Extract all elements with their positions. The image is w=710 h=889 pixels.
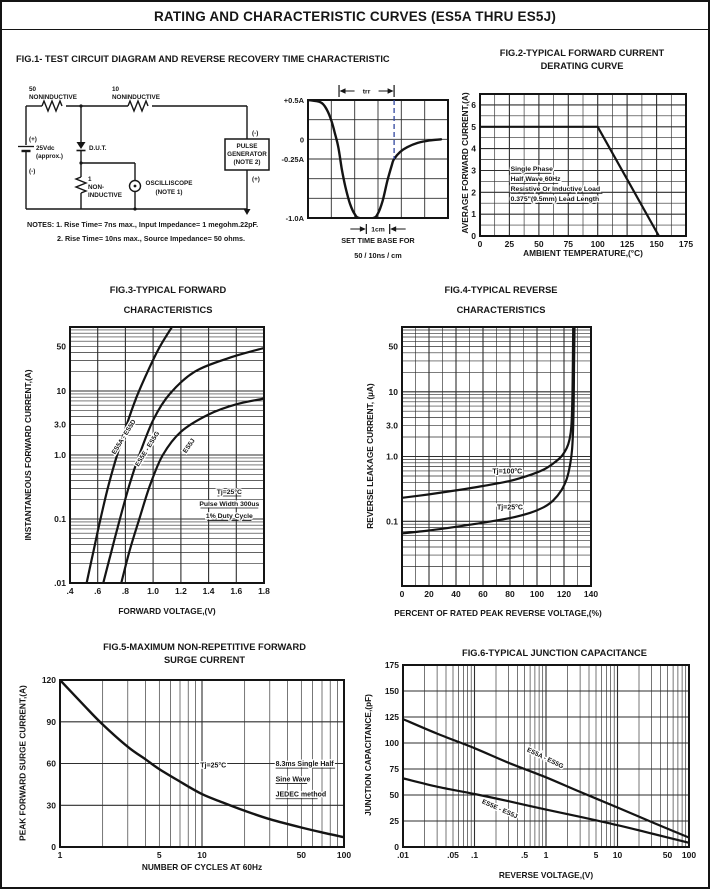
fig5-y-axis-label: PEAK FORWARD SURGE CURRENT,(A) xyxy=(17,685,28,841)
trr-span-label: trr xyxy=(362,88,371,96)
svg-text:50: 50 xyxy=(56,341,66,352)
chart-annotation: Half Wave 60Hz xyxy=(510,176,561,184)
chart-annotation: Single Phase xyxy=(510,166,553,174)
fig1-note-2: 2. Rise Time= 10ns max., Source Impedance= 50 ohms. xyxy=(57,234,246,243)
r1-value-label: 50 xyxy=(29,86,37,93)
svg-text:125: 125 xyxy=(620,239,635,249)
svg-text:100: 100 xyxy=(590,239,605,249)
r3-type-label1: NON- xyxy=(88,184,105,191)
pulse-generator-label3: (NOTE 2) xyxy=(233,159,261,166)
svg-text:100: 100 xyxy=(384,738,399,748)
fig2-title-line1: FIG.2-TYPICAL FORWARD CURRENT xyxy=(499,48,665,58)
chart-annotation: 1% Duty Cycle xyxy=(205,513,253,521)
pg-minus-label: (-) xyxy=(252,130,259,137)
svg-text:120: 120 xyxy=(41,676,56,685)
svg-text:3.0: 3.0 xyxy=(54,419,66,430)
svg-text:1.2: 1.2 xyxy=(174,586,187,596)
svg-text:50: 50 xyxy=(534,239,544,249)
svg-text:0: 0 xyxy=(399,589,405,599)
svg-text:4: 4 xyxy=(471,143,476,154)
svg-text:150: 150 xyxy=(649,239,664,249)
pg-plus-label: (+) xyxy=(252,176,260,183)
fig6-title: FIG.6-TYPICAL JUNCTION CAPACITANCE xyxy=(462,648,647,658)
svg-text:5: 5 xyxy=(593,850,599,860)
svg-text:1.8: 1.8 xyxy=(258,586,270,596)
page-title: RATING AND CHARACTERISTIC CURVES (ES5A THRU ES5J) xyxy=(153,9,557,24)
svg-text:2: 2 xyxy=(471,187,476,198)
tick-labels xyxy=(54,341,270,596)
svg-text:1: 1 xyxy=(471,209,476,220)
svg-text:.6: .6 xyxy=(94,586,102,596)
svg-text:3: 3 xyxy=(471,165,476,176)
svg-text:.01: .01 xyxy=(54,578,66,588)
chart-annotation: Sine Wave xyxy=(275,776,311,784)
svg-text:1.6: 1.6 xyxy=(230,586,243,596)
svg-text:.01: .01 xyxy=(397,850,409,860)
resistor-50-noninductive xyxy=(42,101,62,111)
svg-text:10: 10 xyxy=(388,386,398,397)
fig3-title-line1: FIG.3-TYPICAL FORWARD xyxy=(109,285,227,295)
chart-annotation: JEDEC method xyxy=(275,791,327,799)
chart-annotation: ES5A - ES5G xyxy=(525,746,565,771)
pulse-generator-label1: PULSE xyxy=(236,143,258,150)
fig3-x-axis-label: FORWARD VOLTAGE,(V) xyxy=(118,606,216,616)
fig6-plot xyxy=(377,661,699,865)
r2-type-label: NONINDUCTIVE xyxy=(112,94,160,101)
fig5-plot xyxy=(34,676,354,865)
junction-dot xyxy=(79,161,82,164)
fig3-chart xyxy=(40,323,270,601)
svg-text:100: 100 xyxy=(681,850,697,860)
fig1-note-1: NOTES: 1. Rise Time= 7ns max., Input Impedance= 1 megohm.22pF. xyxy=(27,220,259,229)
gridlines xyxy=(480,94,686,236)
svg-text:3.0: 3.0 xyxy=(386,420,398,431)
fig2-plot xyxy=(464,88,702,252)
chart-annotation: ES5E - ES5G xyxy=(134,430,162,468)
fig4-y-axis-label: REVERSE LEAKAGE CURRENT, (µA) xyxy=(365,383,375,529)
diode-triangle xyxy=(77,142,86,149)
svg-text:80: 80 xyxy=(505,589,515,599)
chart-annotation: Tj=25°C xyxy=(216,488,242,496)
svg-text:+0.5A: +0.5A xyxy=(283,96,304,105)
svg-text:90: 90 xyxy=(46,716,56,727)
svg-text:0: 0 xyxy=(299,135,304,145)
svg-text:0: 0 xyxy=(394,842,399,852)
svg-text:1.0: 1.0 xyxy=(147,586,160,596)
curve-ES5J xyxy=(121,399,264,583)
fig3-y-axis-label: INSTANTANEOUS FORWARD CURRENT,(A) xyxy=(23,369,33,541)
chart-annotation: Pulse Width 300us xyxy=(199,500,260,508)
svg-text:.5: .5 xyxy=(520,850,529,860)
svg-text:20: 20 xyxy=(424,589,434,599)
svg-text:0.1: 0.1 xyxy=(386,516,398,527)
svg-text:100: 100 xyxy=(529,589,545,599)
fig5-title-line1: FIG.5-MAXIMUM NON-REPETITIVE FORWARD xyxy=(103,642,306,652)
fig2-title-line2: DERATING CURVE xyxy=(540,61,624,71)
svg-text:10: 10 xyxy=(197,850,207,860)
source-minus-label: (-) xyxy=(29,168,36,175)
svg-text:175: 175 xyxy=(384,661,399,670)
svg-text:60: 60 xyxy=(46,758,56,769)
svg-text:50: 50 xyxy=(662,850,673,860)
svg-text:5: 5 xyxy=(156,850,162,860)
source-plus-label: (+) xyxy=(29,136,37,143)
svg-text:.1: .1 xyxy=(470,850,479,860)
svg-text:30: 30 xyxy=(46,800,56,811)
junction-dot xyxy=(79,104,82,107)
r3-value-label: 1 xyxy=(88,176,92,183)
fig4-title-line1: FIG.4-TYPICAL REVERSE xyxy=(444,285,558,295)
waveform-caption-1: SET TIME BASE FOR xyxy=(341,236,415,245)
svg-text:175: 175 xyxy=(678,239,694,249)
resistor-10-noninductive xyxy=(128,101,148,111)
svg-text:100: 100 xyxy=(336,850,352,860)
fig2-chart xyxy=(464,88,702,252)
oscilloscope-label: OSCILLISCOPE xyxy=(145,180,193,187)
svg-text:10: 10 xyxy=(56,386,66,396)
oscilloscope-note-label: (NOTE 1) xyxy=(155,189,183,196)
svg-text:75: 75 xyxy=(563,239,574,249)
svg-text:0: 0 xyxy=(471,231,476,241)
chart-annotation: Resistive Or Inductive Load xyxy=(510,186,601,194)
svg-text:60: 60 xyxy=(478,589,488,599)
fig4-plot xyxy=(374,323,599,604)
svg-text:-1.0A: -1.0A xyxy=(285,214,304,223)
fig3-title-line2: CHARACTERISTICS xyxy=(123,305,213,315)
title-divider xyxy=(2,29,708,30)
svg-text:120: 120 xyxy=(556,589,572,599)
curve-ES5E-ES5G xyxy=(103,348,264,583)
fig2-x-axis-label: AMBIENT TEMPERATURE,(°C) xyxy=(523,248,643,258)
tick-labels xyxy=(471,100,693,249)
cm-span-label: 1cm xyxy=(371,226,385,234)
fig5-title-line2: SURGE CURRENT xyxy=(163,655,246,665)
oscilloscope-dot xyxy=(134,185,137,188)
fig1-circuit-diagram xyxy=(12,82,274,220)
svg-text:0: 0 xyxy=(477,239,483,249)
fig1-waveform-chart xyxy=(270,74,456,242)
fig6-y-axis-label: JUNCTION CAPACITANCE,(pF) xyxy=(363,694,373,816)
chart-annotation: ES5J xyxy=(181,437,197,455)
wave-plot xyxy=(270,74,456,242)
svg-text:0.1: 0.1 xyxy=(54,514,66,524)
fig2-y-axis-label: AVERAGE FORWARD CURRENT,(A) xyxy=(460,92,470,234)
svg-text:40: 40 xyxy=(451,589,461,599)
fig5-chart xyxy=(34,676,354,865)
chart-annotation: Tj=25°C xyxy=(497,504,523,512)
gridlines xyxy=(70,327,264,583)
svg-text:50: 50 xyxy=(388,341,398,352)
fig4-title-line2: CHARACTERISTICS xyxy=(456,305,546,315)
r2-value-label: 10 xyxy=(112,86,120,93)
svg-text:25: 25 xyxy=(389,816,399,826)
r1-type-label: NONINDUCTIVE xyxy=(29,94,77,101)
chart-annotation: ES5E - ES5J xyxy=(480,798,519,821)
svg-text:1: 1 xyxy=(57,850,63,860)
ground-arrow xyxy=(244,209,251,215)
source-voltage-label: 25Vdc xyxy=(36,145,55,152)
svg-text:50: 50 xyxy=(389,790,399,800)
pulse-generator-label2: GENERATOR xyxy=(227,151,267,158)
svg-text:10: 10 xyxy=(612,850,623,860)
fig6-x-axis-label: REVERSE VOLTAGE,(V) xyxy=(498,870,594,880)
fig6-chart xyxy=(377,661,699,865)
gridlines xyxy=(308,100,448,218)
r3-type-label2: INDUCTIVE xyxy=(88,192,122,199)
chart-annotation: 0.375"(9.5mm) Lead Length xyxy=(510,196,600,204)
svg-text:140: 140 xyxy=(583,589,599,599)
tick-labels xyxy=(281,96,304,223)
svg-text:6: 6 xyxy=(471,99,476,110)
waveform-caption-2: 50 / 10ns / cm xyxy=(354,251,402,260)
svg-text:.4: .4 xyxy=(66,586,74,596)
junction-dot xyxy=(133,207,136,210)
svg-text:50: 50 xyxy=(296,850,307,860)
chart-annotation: ES5A - ES5D xyxy=(110,418,138,456)
svg-text:1: 1 xyxy=(543,850,549,860)
svg-text:150: 150 xyxy=(384,686,399,696)
svg-text:.05: .05 xyxy=(447,850,459,860)
source-approx-label: (approx.) xyxy=(36,153,63,160)
chart-annotation: Tj=100°C xyxy=(492,468,523,476)
fig4-x-axis-label: PERCENT OF RATED PEAK REVERSE VOLTAGE,(%) xyxy=(394,608,602,618)
fig5-x-axis-label: NUMBER OF CYCLES AT 60Hz xyxy=(141,862,263,872)
curve-Tj-25C xyxy=(402,327,575,533)
svg-text:25: 25 xyxy=(504,239,515,249)
svg-text:125: 125 xyxy=(384,712,399,722)
fig3-plot xyxy=(40,323,270,601)
fig1-title: FIG.1- TEST CIRCUIT DIAGRAM AND REVERSE RECOVERY TIME CHARACTERISTIC xyxy=(16,54,390,64)
chart-annotation: Tj=25°C xyxy=(200,762,227,770)
svg-text:1.0: 1.0 xyxy=(54,450,66,460)
dut-label: D.U.T. xyxy=(89,145,107,152)
svg-text:5: 5 xyxy=(471,121,476,132)
chart-annotation: 8.3ms Single Half xyxy=(275,760,334,768)
svg-text:1.4: 1.4 xyxy=(202,586,215,596)
resistor-1-noninductive xyxy=(76,177,86,193)
svg-text:-0.25A: -0.25A xyxy=(281,155,304,164)
svg-text:.8: .8 xyxy=(121,586,129,596)
svg-text:1.0: 1.0 xyxy=(386,451,398,462)
fig4-chart xyxy=(374,323,599,604)
svg-text:0: 0 xyxy=(51,842,56,852)
svg-text:75: 75 xyxy=(389,764,399,774)
